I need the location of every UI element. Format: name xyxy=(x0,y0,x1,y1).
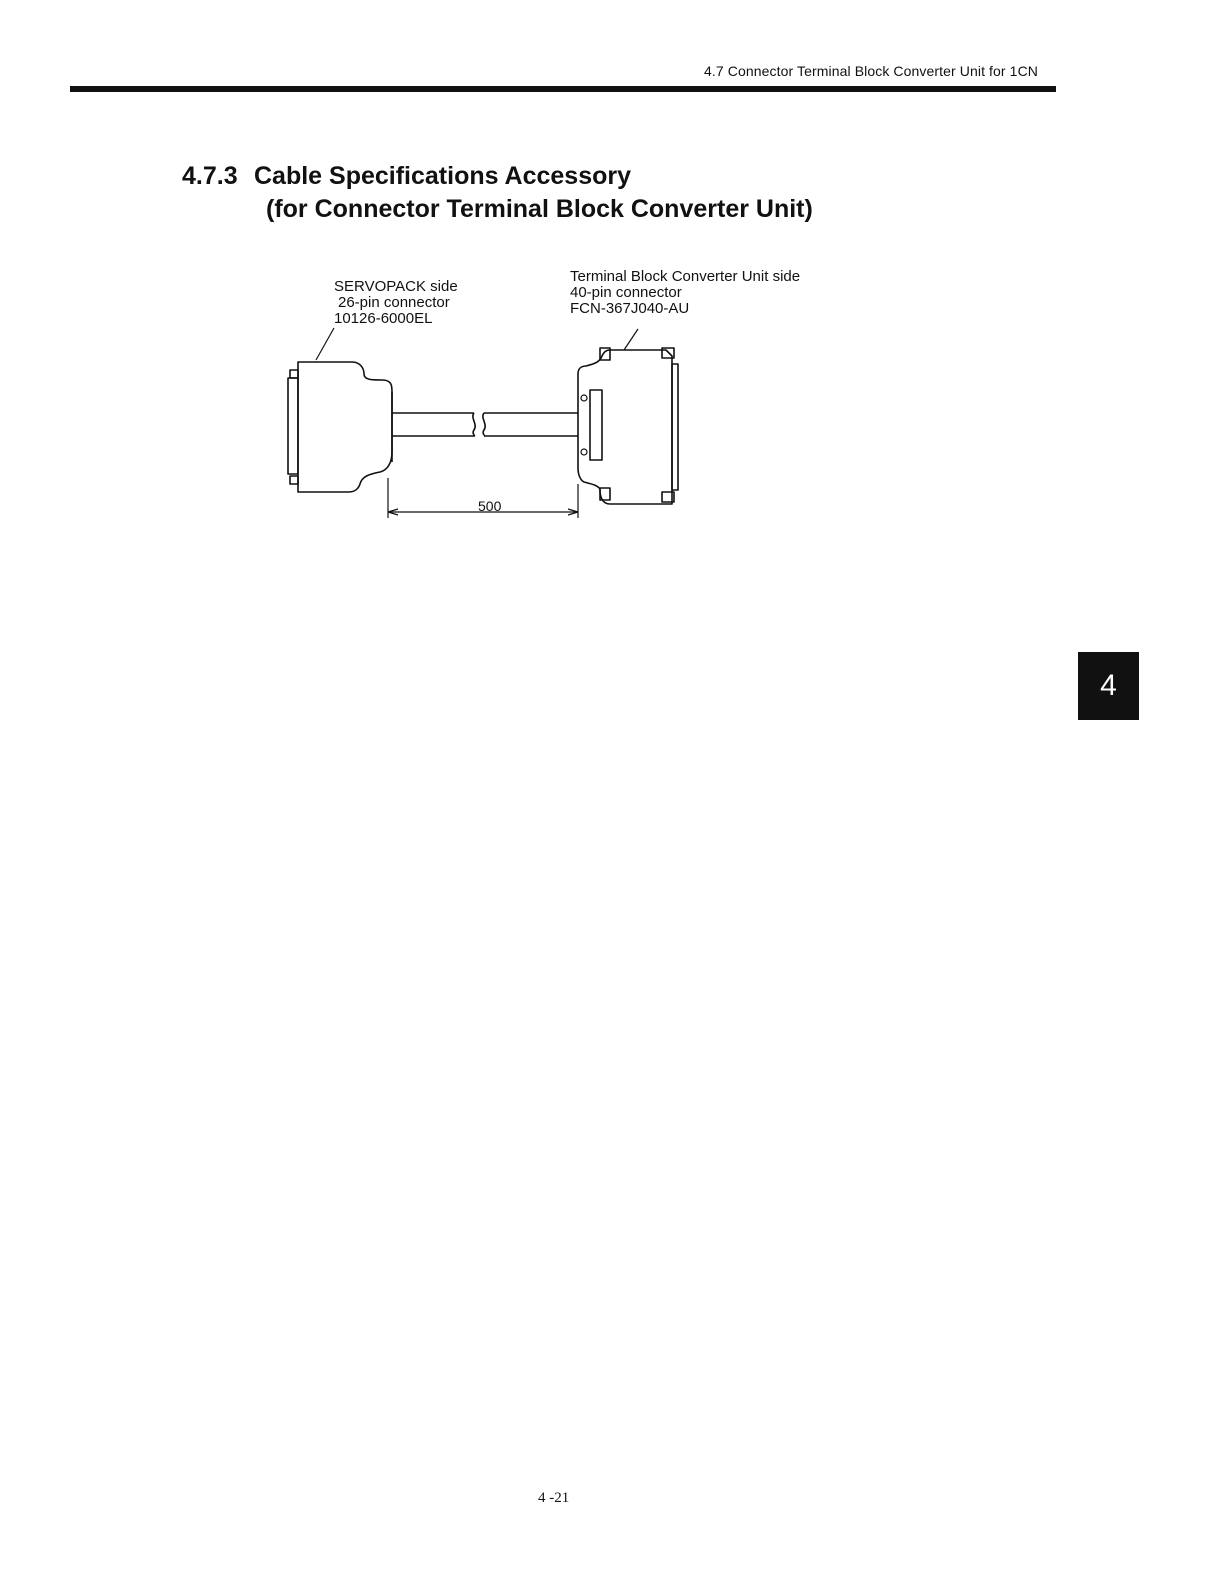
section-number: 4.7.3 xyxy=(182,162,238,190)
section-heading xyxy=(182,160,813,226)
left-connector-shape xyxy=(288,362,392,492)
right-connector-pins: 40-pin connector xyxy=(570,284,682,301)
left-connector-pins: 26-pin connector xyxy=(338,294,450,311)
cable-diagram xyxy=(280,300,700,530)
right-connector-part-number: FCN-367J040-AU xyxy=(570,300,690,317)
cable-length-label: 500 xyxy=(478,498,502,514)
section-title-line1: Cable Specifications Accessory xyxy=(254,162,632,190)
cable-shape xyxy=(392,413,578,436)
left-connector-part-number: 10126-6000EL xyxy=(334,310,433,327)
page-number: 4 -21 xyxy=(538,1490,570,1506)
left-leader-line xyxy=(316,328,334,360)
header-rule xyxy=(70,86,1056,92)
running-header: 4.7 Connector Terminal Block Converter Unit for 1CN xyxy=(704,63,1038,79)
right-leader-line xyxy=(624,329,638,350)
right-connector-shape xyxy=(578,348,678,504)
right-connector-side: Terminal Block Converter Unit side xyxy=(570,268,801,285)
section-title-line2: (for Connector Terminal Block Converter Unit) xyxy=(266,195,813,223)
chapter-tab: 4 xyxy=(1078,652,1139,720)
left-connector-side: SERVOPACK side xyxy=(334,278,458,295)
